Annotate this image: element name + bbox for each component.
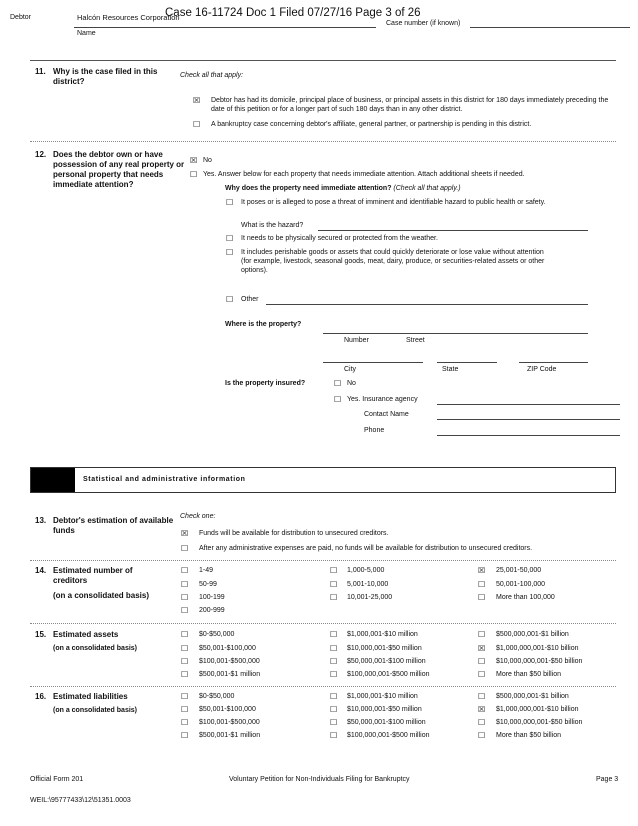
debtor-label: Debtor	[10, 14, 32, 21]
q13-instruction: Check one:	[180, 513, 216, 520]
q14-c3-r1-text: 25,001-50,000	[496, 567, 542, 574]
q16-c3-r4-text: More than $50 billion	[496, 732, 561, 739]
q12-reason2-checkbox[interactable]: ☐	[226, 234, 234, 243]
q11-opt2-text: A bankruptcy case concerning debtor's affiliate, general partner, or partnership is pending in this district.	[211, 121, 532, 128]
q12-street-label: Street	[406, 337, 425, 344]
q16-c2-r2-checkbox[interactable]: ☐	[330, 705, 338, 714]
q14-c3-r1-checkbox[interactable]: ☒	[478, 566, 486, 575]
q14-c1-r2-text: 50-99	[199, 581, 217, 588]
q15-c1-r1-text: $0-$50,000	[199, 631, 235, 638]
q13-opt2-text: After any administrative expenses are paid, no funds will be available for distribution to unsecured creditors.	[199, 545, 533, 552]
q15-number: 15.	[35, 630, 47, 639]
q14-number: 14.	[35, 566, 47, 575]
q16-c2-r2-text: $10,000,001-$50 million	[347, 706, 422, 713]
q16-c1-r3-text: $100,001-$500,000	[199, 719, 260, 726]
q14-c2-r1-checkbox[interactable]: ☐	[330, 566, 338, 575]
q15-c1-r3-text: $100,001-$500,000	[199, 658, 260, 665]
q14-sub: (on a consolidated basis)	[53, 591, 150, 600]
q16-c2-r1-checkbox[interactable]: ☐	[330, 692, 338, 701]
q16-c2-r4-text: $100,000,001-$500 million	[347, 732, 430, 739]
q16-c1-r4-checkbox[interactable]: ☐	[181, 731, 189, 740]
name-label: Name	[77, 30, 96, 37]
q12-reason3-text: It includes perishable goods or assets that could quickly deteriorate or lose value without attention (for example, livestock, seasonal goods, meat, dairy, produce, or securities-related assets or other options).	[241, 249, 545, 274]
q14-c1-r4-text: 200-999	[199, 607, 225, 614]
q11-opt1-checkbox[interactable]: ☒	[193, 96, 201, 105]
q15-c1-r3-checkbox[interactable]: ☐	[181, 657, 189, 666]
q13-opt2-checkbox[interactable]: ☐	[181, 544, 189, 553]
q15-sub: (on a consolidated basis)	[53, 645, 138, 652]
q13-opt1-text: Funds will be available for distribution to unsecured creditors.	[199, 530, 389, 537]
q16-c2-r4-checkbox[interactable]: ☐	[330, 731, 338, 740]
q14-c3-r2-text: 50,001-100,000	[496, 581, 546, 588]
q12-why-instruction: (Check all that apply.)	[393, 185, 461, 192]
q16-c3-r2-text: $1,000,000,001-$10 billion	[496, 706, 579, 713]
q15-c1-r2-checkbox[interactable]: ☐	[181, 644, 189, 653]
q15-c2-r4-text: $100,000,001-$500 million	[347, 671, 430, 678]
q12-no-text: No	[203, 157, 212, 164]
q11-number: 11.	[35, 67, 46, 76]
q12-reason1-text: It poses or is alleged to pose a threat of imminent and identifiable hazard to public health or safety.	[241, 199, 546, 206]
q16-c3-r3-checkbox[interactable]: ☐	[478, 718, 486, 727]
debtor-name: Halcón Resources Corporation	[77, 13, 180, 22]
q15-question: Estimated assets	[53, 630, 119, 639]
q16-c1-r4-text: $500,001-$1 million	[199, 732, 261, 739]
q12-reason4-text: Other	[241, 296, 259, 303]
q14-c3-r2-checkbox[interactable]: ☐	[478, 580, 486, 589]
case-number-label: Case number (if known)	[386, 20, 461, 27]
q12-insured-no-text: No	[347, 380, 356, 387]
q16-c3-r1-text: $500,000,001-$1 billion	[496, 693, 569, 700]
q12-why-block	[225, 185, 461, 194]
q15-c3-r1-checkbox[interactable]: ☐	[478, 630, 486, 639]
q15-c2-r1-text: $1,000,001-$10 million	[347, 631, 418, 638]
q12-reason1-checkbox[interactable]: ☐	[226, 198, 234, 207]
footer-doc-id: WEIL:\95777433\12\51351.0003	[30, 797, 131, 804]
q16-sub: (on a consolidated basis)	[53, 707, 138, 714]
q16-c3-r1-checkbox[interactable]: ☐	[478, 692, 486, 701]
q12-why-label: Why does the property need immediate attention?	[225, 185, 392, 192]
q15-c2-r4-checkbox[interactable]: ☐	[330, 670, 338, 679]
q11-opt2-checkbox[interactable]: ☐	[193, 120, 201, 129]
q12-number: 12.	[35, 150, 47, 159]
q12-where-label: Where is the property?	[225, 321, 302, 328]
q16-question: Estimated liabilities	[53, 692, 128, 701]
q14-c1-r4-checkbox[interactable]: ☐	[181, 606, 189, 615]
q14-c2-r2-checkbox[interactable]: ☐	[330, 580, 338, 589]
q16-number: 16.	[35, 692, 47, 701]
q14-c3-r3-checkbox[interactable]: ☐	[478, 593, 486, 602]
q14-c1-r2-checkbox[interactable]: ☐	[181, 580, 189, 589]
q12-reason4-checkbox[interactable]: ☐	[226, 295, 234, 304]
q16-c2-r3-checkbox[interactable]: ☐	[330, 718, 338, 727]
q13-opt1-checkbox[interactable]: ☒	[181, 529, 189, 538]
q15-c3-r2-checkbox[interactable]: ☒	[478, 644, 486, 653]
q16-c1-r1-checkbox[interactable]: ☐	[181, 692, 189, 701]
q12-hazard-label: What is the hazard?	[241, 222, 304, 229]
q14-c2-r1-text: 1,000-5,000	[347, 567, 385, 574]
q15-c1-r4-text: $500,001-$1 million	[199, 671, 261, 678]
q14-c1-r3-text: 100-199	[199, 594, 225, 601]
q15-c1-r1-checkbox[interactable]: ☐	[181, 630, 189, 639]
footer-title: Voluntary Petition for Non-Individuals Filing for Bankruptcy	[229, 776, 410, 783]
footer-form: Official Form 201	[30, 776, 84, 783]
q12-insured-no-checkbox[interactable]: ☐	[334, 379, 342, 388]
q14-c2-r3-checkbox[interactable]: ☐	[330, 593, 338, 602]
q15-c3-r2-text: $1,000,000,001-$10 billion	[496, 645, 579, 652]
q16-c1-r2-text: $50,001-$100,000	[199, 706, 256, 713]
q16-c1-r2-checkbox[interactable]: ☐	[181, 705, 189, 714]
q12-reason2-text: It needs to be physically secured or protected from the weather.	[241, 235, 438, 242]
q12-contact-label: Contact Name	[364, 411, 409, 418]
q12-city-label: City	[344, 366, 357, 373]
q11-question: Why is the case filed in this district?	[53, 67, 158, 86]
q14-c1-r1-text: 1-49	[199, 567, 214, 574]
q16-c3-r3-text: $10,000,000,001-$50 billion	[496, 719, 583, 726]
section-bar	[30, 467, 616, 493]
section-title: Statistical and administrative information	[83, 476, 246, 483]
q12-insured-yes-text: Yes. Insurance agency	[347, 396, 418, 403]
q16-c3-r2-checkbox[interactable]: ☒	[478, 705, 486, 714]
q12-yes-checkbox[interactable]: ☐	[190, 170, 198, 179]
q15-c3-r1-text: $500,000,001-$1 billion	[496, 631, 569, 638]
q12-phone-label: Phone	[364, 427, 385, 434]
q12-zip-label: ZIP Code	[527, 366, 557, 373]
q14-c1-r1-checkbox[interactable]: ☐	[181, 566, 189, 575]
q14-c2-r2-text: 5,001-10,000	[347, 581, 389, 588]
q12-insured-label: Is the property insured?	[225, 380, 306, 387]
q15-c2-r3-text: $50,000,001-$100 million	[347, 658, 426, 665]
q16-c2-r3-text: $50,000,001-$100 million	[347, 719, 426, 726]
q16-c1-r1-text: $0-$50,000	[199, 693, 235, 700]
q11-instruction: Check all that apply:	[180, 72, 244, 79]
q11-opt1-text: Debtor has had its domicile, principal place of business, or principal assets in this district for 180 days immediately preceding the date of this petition or for a longer part of such 180 days than in any other district.	[211, 97, 609, 113]
q14-c2-r3-text: 10,001-25,000	[347, 594, 393, 601]
q15-c1-r2-text: $50,001-$100,000	[199, 645, 256, 652]
q15-c3-r4-text: More than $50 billion	[496, 671, 561, 678]
q15-c2-r2-checkbox[interactable]: ☐	[330, 644, 338, 653]
q15-c3-r3-checkbox[interactable]: ☐	[478, 657, 486, 666]
q15-c3-r4-checkbox[interactable]: ☐	[478, 670, 486, 679]
q13-number: 13.	[35, 516, 47, 525]
q14-c1-r3-checkbox[interactable]: ☐	[181, 593, 189, 602]
q13-question: Debtor's estimation of available funds	[53, 516, 174, 535]
q12-insured-yes-checkbox[interactable]: ☐	[334, 395, 342, 404]
q12-state-label: State	[442, 366, 459, 373]
q12-yes-text: Yes. Answer below for each property that needs immediate attention. Attach additional sheets if needed.	[203, 171, 525, 178]
q14-c3-r3-text: More than 100,000	[496, 594, 555, 601]
q16-c2-r1-text: $1,000,001-$10 million	[347, 693, 418, 700]
q15-c2-r2-text: $10,000,001-$50 million	[347, 645, 422, 652]
q12-question: Does the debtor own or have possession of any real property or personal property that needs immediate attention?	[53, 150, 185, 189]
q16-c1-r3-checkbox[interactable]: ☐	[181, 718, 189, 727]
q16-c3-r4-checkbox[interactable]: ☐	[478, 731, 486, 740]
case-stamp: Case 16-11724 Doc 1 Filed 07/27/16 Page 3 of 26	[165, 7, 421, 19]
footer-page: Page 3	[596, 776, 619, 783]
q15-c1-r4-checkbox[interactable]: ☐	[181, 670, 189, 679]
q12-reason3-checkbox[interactable]: ☐	[226, 248, 234, 257]
q12-no-checkbox[interactable]: ☒	[190, 156, 198, 165]
q15-c3-r3-text: $10,000,000,001-$50 billion	[496, 658, 583, 665]
q15-c2-r1-checkbox[interactable]: ☐	[330, 630, 338, 639]
q12-number-label: Number	[344, 337, 369, 344]
q14-question: Estimated number of creditors	[53, 566, 133, 585]
section-bar-marker	[31, 468, 75, 492]
q15-c2-r3-checkbox[interactable]: ☐	[330, 657, 338, 666]
